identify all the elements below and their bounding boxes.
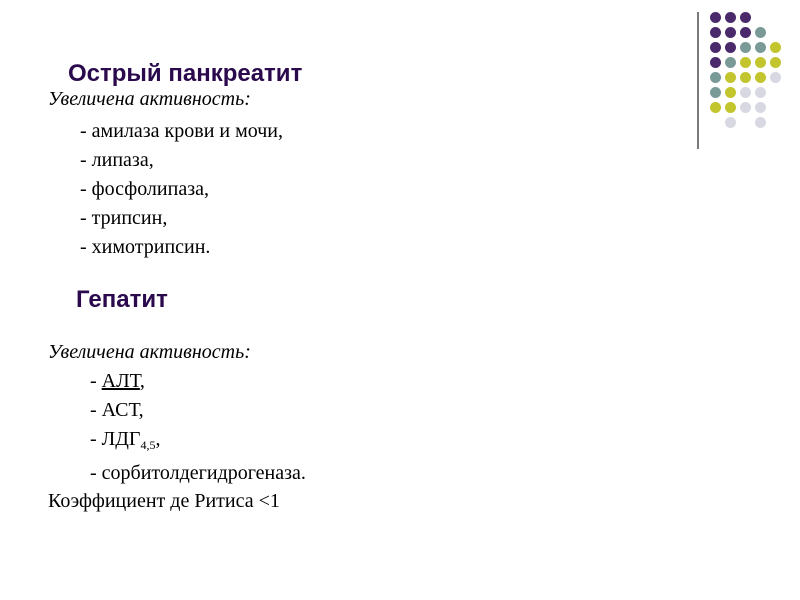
item-prefix: - ЛДГ <box>90 428 141 450</box>
decorative-dot <box>770 57 781 68</box>
section-title-pancreatitis: Острый панкреатит <box>68 60 303 87</box>
decorative-dot <box>755 72 766 83</box>
list-item: - трипсин, <box>80 207 168 229</box>
item-suffix: , <box>155 428 161 450</box>
decorative-dot <box>725 102 736 113</box>
decorative-dot-grid <box>710 12 790 132</box>
decorative-dot <box>740 27 751 38</box>
decorative-dot <box>725 57 736 68</box>
decorative-dot <box>770 72 781 83</box>
list-item <box>90 370 145 393</box>
decorative-dot <box>755 117 766 128</box>
decorative-dot <box>755 42 766 53</box>
list-item: - амилаза крови и мочи, <box>80 120 283 142</box>
list-item: - сорбитолдегидрогеназа. <box>90 462 306 484</box>
list-item: - химотрипсин. <box>80 236 211 258</box>
decorative-dot <box>710 57 721 68</box>
item-subscript: 4,5 <box>140 438 156 452</box>
de-ritis-note: Коэффициент де Ритиса <1 <box>48 490 280 512</box>
decorative-dot <box>725 27 736 38</box>
list-item: - фосфолипаза, <box>80 178 209 200</box>
item-suffix: , <box>139 370 145 392</box>
decorative-dot <box>755 27 766 38</box>
decorative-dot <box>740 12 751 23</box>
decorative-dot <box>725 87 736 98</box>
decorative-dot <box>755 57 766 68</box>
list-item: - АСТ, <box>90 399 144 421</box>
decorative-dot <box>710 87 721 98</box>
decorative-dot <box>710 42 721 53</box>
decorative-dot <box>755 87 766 98</box>
list-item: - липаза, <box>80 149 154 171</box>
decorative-dot <box>710 27 721 38</box>
decorative-dot <box>740 42 751 53</box>
decorative-dot <box>755 102 766 113</box>
decorative-dot <box>740 72 751 83</box>
decorative-dot <box>725 72 736 83</box>
decorative-dot <box>710 12 721 23</box>
decorative-dot <box>740 57 751 68</box>
decorative-dot <box>725 12 736 23</box>
decorative-divider <box>697 12 699 149</box>
section-lead-hepatitis: Увеличена активность: <box>48 341 251 363</box>
decorative-dot <box>740 87 751 98</box>
list-item <box>90 428 160 451</box>
decorative-dot <box>725 42 736 53</box>
section-lead-pancreatitis: Увеличена активность: <box>48 88 251 110</box>
decorative-dot <box>740 102 751 113</box>
item-prefix: - <box>90 370 102 392</box>
decorative-dot <box>710 102 721 113</box>
decorative-dot <box>770 42 781 53</box>
section-title-hepatitis: Гепатит <box>76 286 168 313</box>
decorative-dot <box>710 72 721 83</box>
decorative-dot <box>725 117 736 128</box>
item-term-alt: АЛТ <box>101 370 140 392</box>
